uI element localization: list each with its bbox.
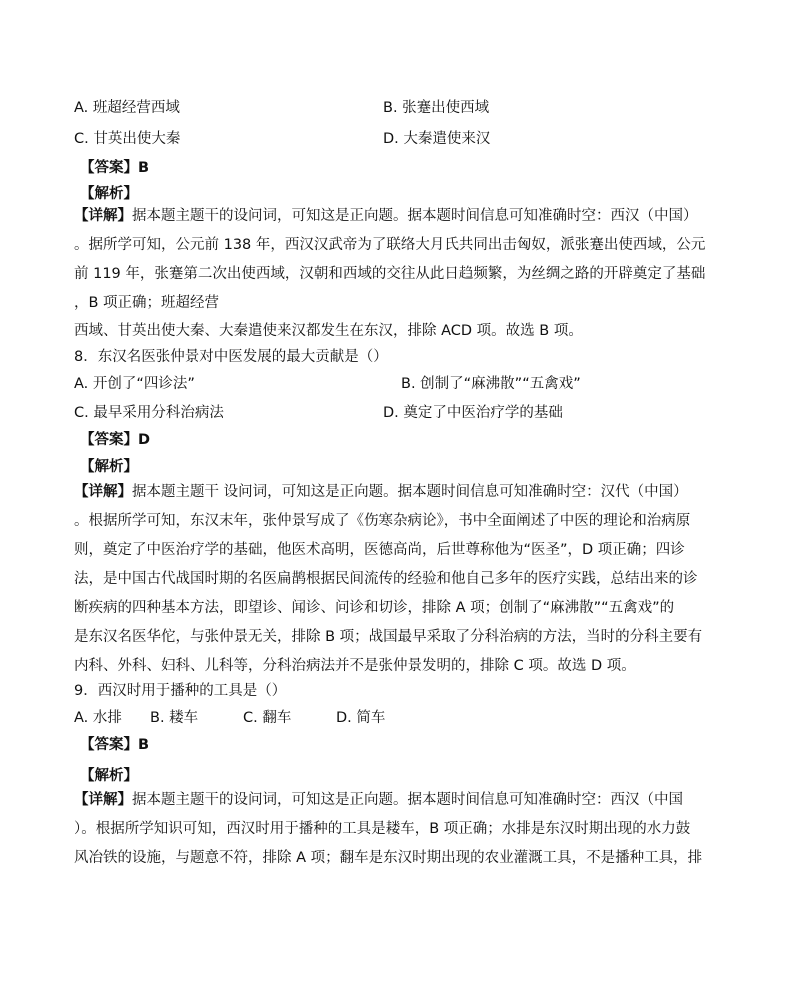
q7-detail (74, 202, 706, 344)
answer-value: D (138, 432, 151, 448)
answer-tag: 【答案】 (80, 737, 138, 753)
answer-tag: 【答案】 (80, 432, 138, 448)
q9-option-a: A. 水排 (74, 710, 122, 726)
detail-tag: 【详解】 (74, 208, 132, 224)
q8-option-c: C. 最早采用分科治病法 (74, 405, 224, 421)
q9-options (74, 706, 385, 727)
q9-option-c: C. 翻车 (243, 710, 292, 726)
detail-tag: 【详解】 (74, 792, 132, 808)
q8-analysis-heading (80, 455, 138, 476)
detail-line: 内科、外科、妇科、儿科等，分科治病法并不是张仲景发明的，排除 C 项。故选 D 项。 (74, 658, 636, 674)
detail-tag: 【详解】 (74, 484, 132, 500)
q7-option-a: A. 班超经营西域 (74, 100, 180, 116)
q7-option-c: C. 甘英出使大秦 (74, 131, 181, 147)
q8-option-a: A. 开创了“四诊法” (74, 376, 195, 392)
detail-line: 断疾病的四种基本方法，即望诊、闻诊、问诊和切诊，排除 A 项；创制了“麻沸散”“五禽戏”的 (74, 600, 675, 616)
q8-option-d: D. 奠定了中医治疗学的基础 (383, 405, 563, 421)
q7-analysis-heading (80, 182, 138, 203)
detail-line: 据本题主题干的设问词，可知这是正向题。据本题时间信息可知准确时空：西汉（中国） (132, 208, 698, 224)
q9-stem: 9．西汉时用于播种的工具是（） (74, 683, 287, 699)
q8-stem: 8．东汉名医张仲景对中医发展的最大贡献是（） (74, 349, 388, 365)
q7-answer (80, 156, 149, 177)
detail-line: 。根据所学可知，东汉末年，张仲景写成了《伤寒杂病论》，书中全面阐述了中医的理论和治病原 (74, 513, 691, 529)
q9-detail (74, 786, 703, 873)
detail-line: 则，奠定了中医治疗学的基础，他医术高明，医德高尚，后世尊称他为“医圣”，D 项正确；四诊 (74, 542, 685, 558)
answer-value: B (138, 737, 150, 753)
q9-option-d: D. 简车 (336, 710, 386, 726)
q8-detail (74, 478, 703, 681)
detail-line: ，B 项正确；班超经营 (74, 295, 220, 311)
analysis-tag: 【解析】 (80, 768, 138, 784)
q9-answer (80, 733, 149, 754)
q8-option-b: B. 创制了“麻沸散”“五禽戏” (401, 376, 581, 392)
detail-line: ）。根据所学知识可知，西汉时用于播种的工具是耧车，B 项正确；水排是东汉时期出现的水力鼓 (74, 821, 691, 837)
q8-answer (80, 428, 150, 449)
answer-value: B (138, 160, 150, 176)
q7-option-b: B. 张蹇出使西域 (383, 100, 490, 116)
answer-tag: 【答案】 (80, 160, 138, 176)
detail-line: 西域、甘英出使大秦、大秦遣使来汉都发生在东汉，排除 ACD 项。故选 B 项。 (74, 323, 583, 339)
detail-line: 据本题主题干的设问词，可知这是正向题。据本题时间信息可知准确时空：西汉（中国 (132, 792, 683, 808)
detail-line: 法，是中国古代战国时期的名医扁鹊根据民间流传的经验和他自己多年的医疗实践，总结出来的诊 (74, 571, 698, 587)
analysis-tag: 【解析】 (80, 186, 138, 202)
q9-option-b: B. 耧车 (150, 710, 199, 726)
detail-line: 据本题主题干 设问词，可知这是正向题。据本题时间信息可知准确时空：汉代（中国） (132, 484, 688, 500)
detail-line: 是东汉名医华佗，与张仲景无关，排除 B 项；战国最早采取了分科治病的方法，当时的分科主要有 (74, 629, 703, 645)
analysis-tag: 【解析】 (80, 459, 138, 475)
q7-option-d: D. 大秦遣使来汉 (383, 131, 491, 147)
detail-line: 风冶铁的设施，与题意不符，排除 A 项；翻车是东汉时期出现的农业灌溉工具，不是播种工具，排 (74, 850, 703, 866)
q9-analysis-heading (80, 764, 138, 785)
detail-line: 前 119 年，张蹇第二次出使西域，汉朝和西域的交往从此日趋频繁，为丝绸之路的开辟奠定了基础 (74, 266, 706, 282)
detail-line: 。据所学可知，公元前 138 年，西汉汉武帝为了联络大月氏共同出击匈奴，派张蹇出使西域，公元 (74, 237, 706, 253)
